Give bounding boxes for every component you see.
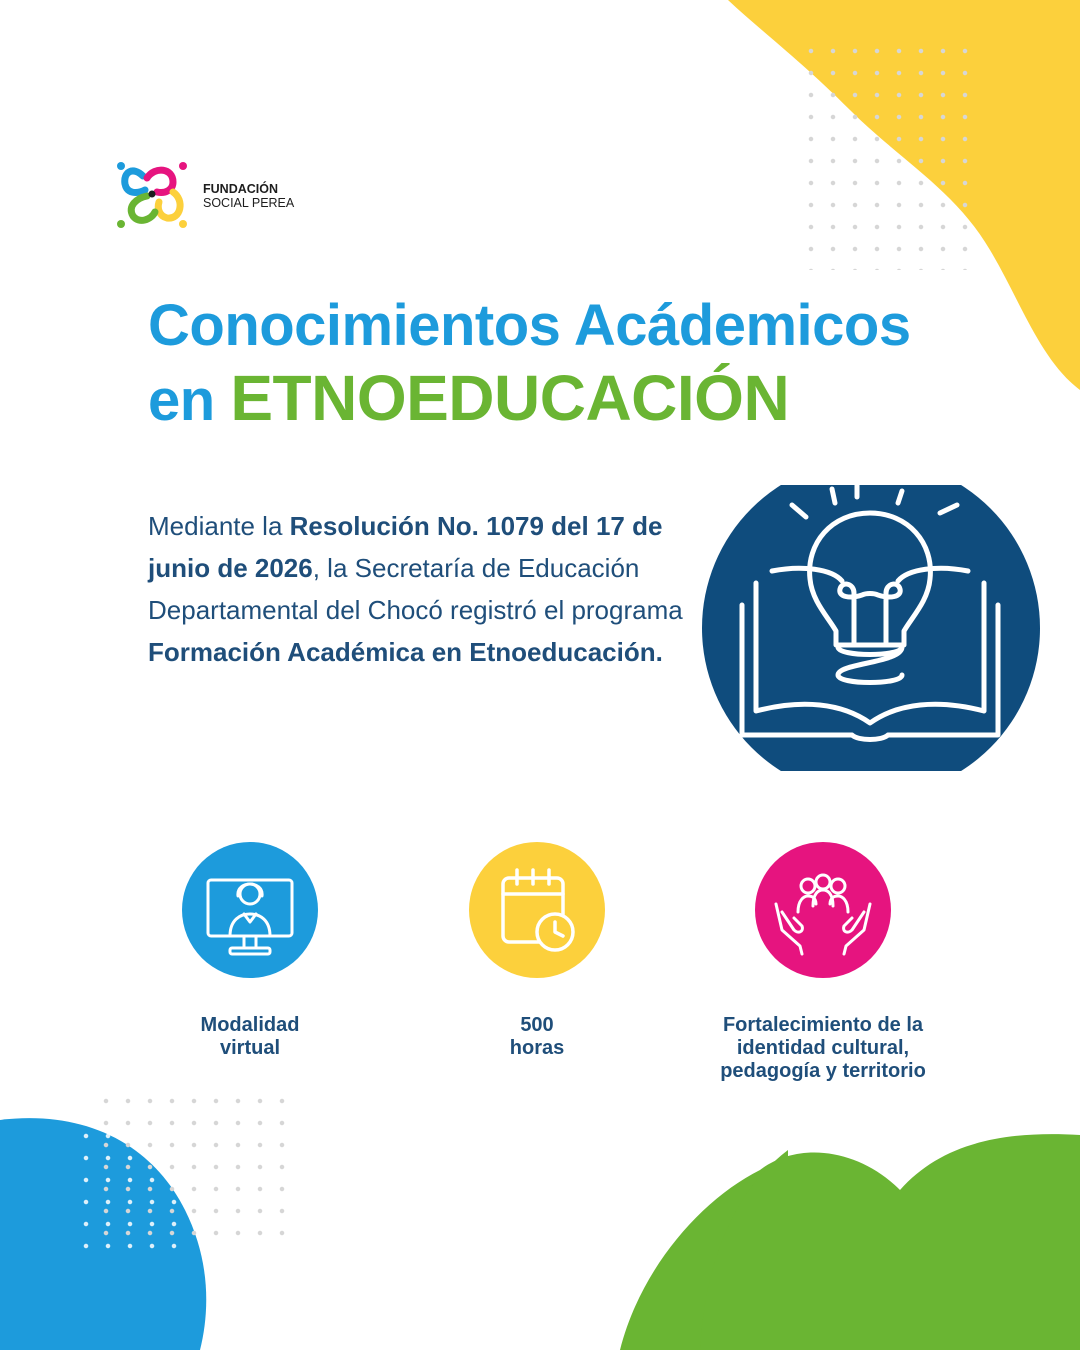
title-highlight: ETNOEDUCACIÓN [230,362,790,434]
feature-label-line: virtual [219,1037,281,1059]
program-description [148,505,688,673]
feature-label-line: identidad cultural, [736,1037,910,1059]
feature-label-line: horas [509,1037,565,1059]
title-line1: Conocimientos Acádemicos [148,293,911,358]
book-lightbulb-icon [702,485,1042,771]
brand-line1: FUNDACIÓN [203,182,278,196]
desc-program-name: Formación Académica en Etnoeducación. [148,637,663,667]
feature-circle-virtual [182,842,318,978]
feature-horas [469,842,605,1060]
feature-modalidad [182,842,318,1060]
feature-circle-community [755,842,891,978]
feature-identidad [720,842,926,1083]
desc-resolution: Resolución No. 1079 del 17 de junio de 2026 [148,511,663,583]
desc-text-2: , la Secretaría de Educación Departamental del Chocó registró el programa [148,553,683,625]
feature-circle-hours [469,842,605,978]
hands-community-icon [768,860,878,960]
feature-label-line: 500 [520,1014,554,1036]
page-title [148,290,1048,437]
logo-mark-icon [115,158,189,230]
calendar-clock-icon [487,860,587,960]
dot-pattern-white [75,1125,185,1255]
feature-label-line: Modalidad [200,1014,300,1036]
logo [115,158,295,230]
title-line2 [148,362,1048,437]
title-prefix: en [148,368,215,433]
desc-text-1: Mediante la [148,511,290,541]
brand-line2: SOCIAL PEREA [203,196,295,210]
virtual-class-monitor-icon [200,860,300,960]
feature-label-line: pedagogía y territorio [720,1060,926,1082]
feature-label-line: Fortalecimiento de la [722,1014,924,1036]
dot-pattern-top [800,40,970,270]
